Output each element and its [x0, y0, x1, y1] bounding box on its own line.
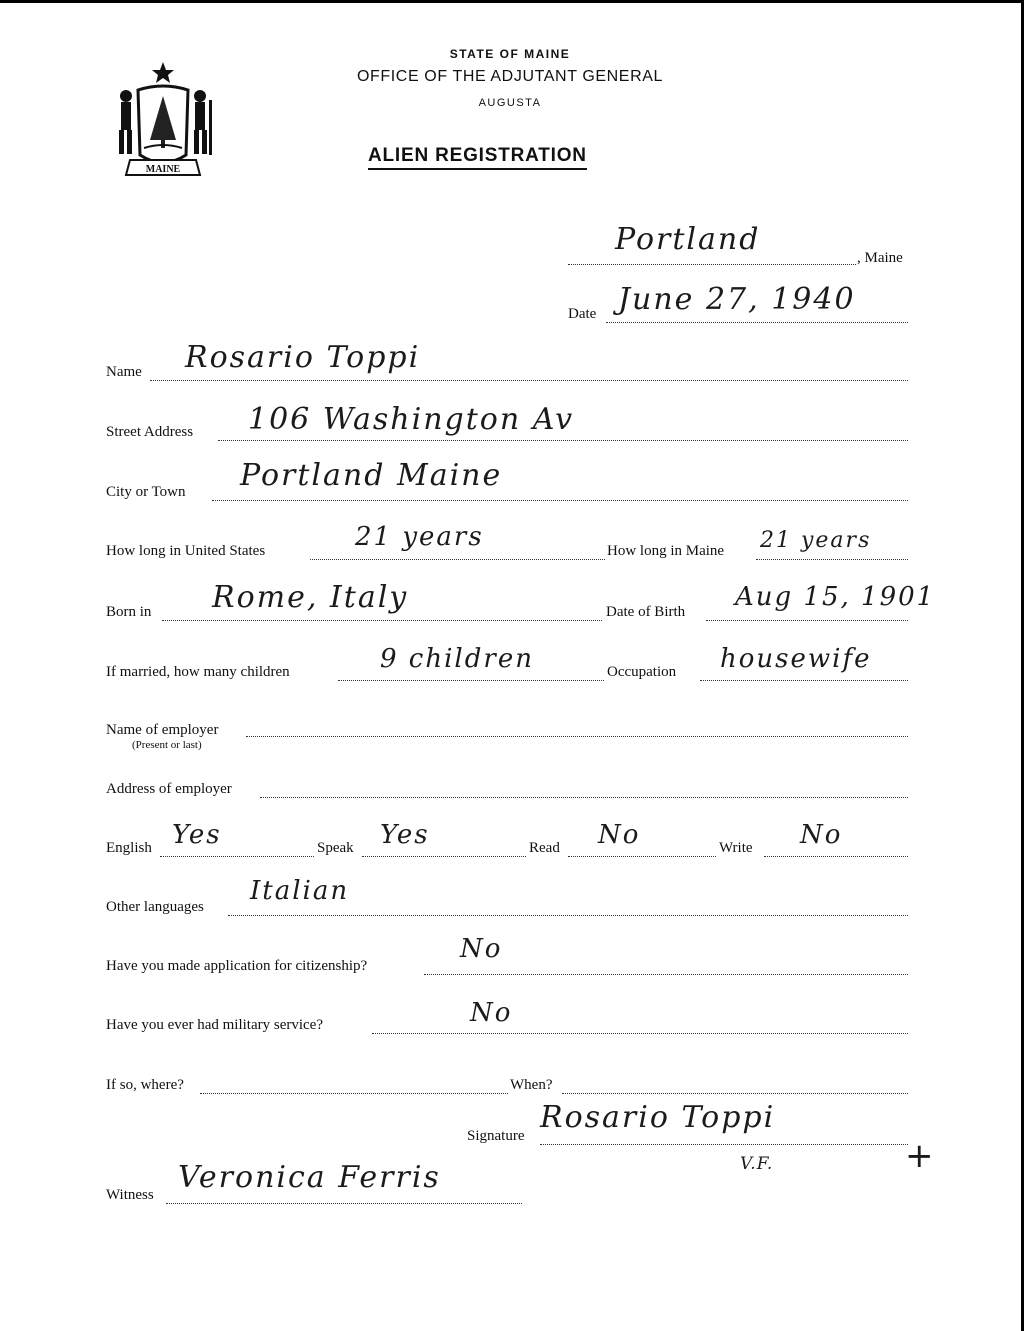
employer-line: [246, 736, 908, 737]
english-value: Yes: [172, 820, 222, 850]
city-label: City or Town: [106, 484, 186, 500]
date-of-birth-label: Date of Birth: [606, 604, 686, 620]
other-languages-label: Other languages: [106, 899, 204, 915]
signature-label: Signature: [467, 1128, 525, 1144]
signature-initials: V.F.: [740, 1154, 774, 1174]
occupation-label: Occupation: [607, 664, 677, 680]
maine-label: , Maine: [857, 250, 903, 266]
speak-value: Yes: [380, 820, 430, 850]
military-label: Have you ever had military service?: [106, 1017, 323, 1033]
how-long-maine-label: How long in Maine: [607, 543, 725, 559]
military-line: [372, 1033, 908, 1034]
header-state: STATE OF MAINE: [449, 47, 571, 61]
when-line: [562, 1093, 908, 1094]
where-label: If so, where?: [106, 1077, 184, 1093]
signature-value: Rosario Toppi: [540, 1100, 776, 1135]
form-title: ALIEN REGISTRATION: [368, 145, 587, 170]
how-long-us-line: [310, 559, 605, 560]
header-office: OFFICE OF THE ADJUTANT GENERAL: [356, 68, 664, 85]
read-label: Read: [529, 840, 560, 856]
english-label: English: [106, 840, 152, 856]
speak-label: Speak: [317, 840, 354, 856]
military-value: No: [470, 998, 513, 1028]
name-label: Name: [106, 364, 142, 380]
name-value: Rosario Toppi: [185, 340, 421, 375]
employer-address-line: [260, 797, 908, 798]
where-line: [200, 1093, 508, 1094]
write-value: No: [800, 820, 843, 850]
employer-sublabel: (Present or last): [132, 739, 202, 751]
place-line: [568, 264, 856, 265]
name-line: [150, 380, 908, 381]
date-line: [606, 322, 908, 323]
date-label: Date: [568, 306, 597, 322]
place-value: Portland: [615, 222, 761, 257]
employer-address-label: Address of employer: [106, 781, 232, 797]
when-label: When?: [510, 1077, 553, 1093]
page-border-top: [0, 0, 1024, 3]
born-in-value: Rome, Italy: [212, 580, 409, 615]
date-value: June 27, 1940: [618, 282, 856, 317]
children-line: [338, 680, 604, 681]
signature-line: [540, 1144, 908, 1145]
speak-line: [362, 856, 526, 857]
city-line: [212, 500, 908, 501]
write-line: [764, 856, 908, 857]
employer-label: Name of employer: [106, 722, 219, 738]
street-line: [218, 440, 908, 441]
children-value: 9 children: [380, 644, 534, 674]
street-label: Street Address: [106, 424, 194, 440]
citizenship-label: Have you made application for citizenship?: [106, 958, 368, 974]
how-long-us-value: 21 years: [355, 522, 484, 552]
other-languages-line: [228, 915, 908, 916]
date-of-birth-line: [706, 620, 908, 621]
witness-value: Veronica Ferris: [178, 1160, 441, 1195]
street-value: 106 Washington Av: [248, 402, 575, 437]
how-long-maine-value: 21 years: [760, 528, 872, 553]
citizenship-value: No: [460, 934, 503, 964]
seal-banner-text: MAINE: [145, 164, 181, 175]
other-languages-value: Italian: [250, 876, 350, 906]
children-label: If married, how many children: [106, 664, 290, 680]
write-label: Write: [719, 840, 753, 856]
born-in-line: [162, 620, 602, 621]
how-long-us-label: How long in United States: [106, 543, 266, 559]
read-value: No: [598, 820, 641, 850]
witness-line: [166, 1203, 522, 1204]
date-of-birth-value: Aug 15, 1901: [735, 582, 936, 612]
header-city: AUGUSTA: [478, 97, 542, 109]
signature-mark: +: [905, 1136, 934, 1176]
born-in-label: Born in: [106, 604, 152, 620]
occupation-line: [700, 680, 908, 681]
english-line: [160, 856, 314, 857]
occupation-value: housewife: [720, 644, 872, 674]
how-long-maine-line: [756, 559, 908, 560]
city-value: Portland Maine: [240, 458, 503, 493]
state-seal-icon: [108, 60, 218, 185]
citizenship-line: [424, 974, 908, 975]
read-line: [568, 856, 716, 857]
witness-label: Witness: [106, 1187, 154, 1203]
